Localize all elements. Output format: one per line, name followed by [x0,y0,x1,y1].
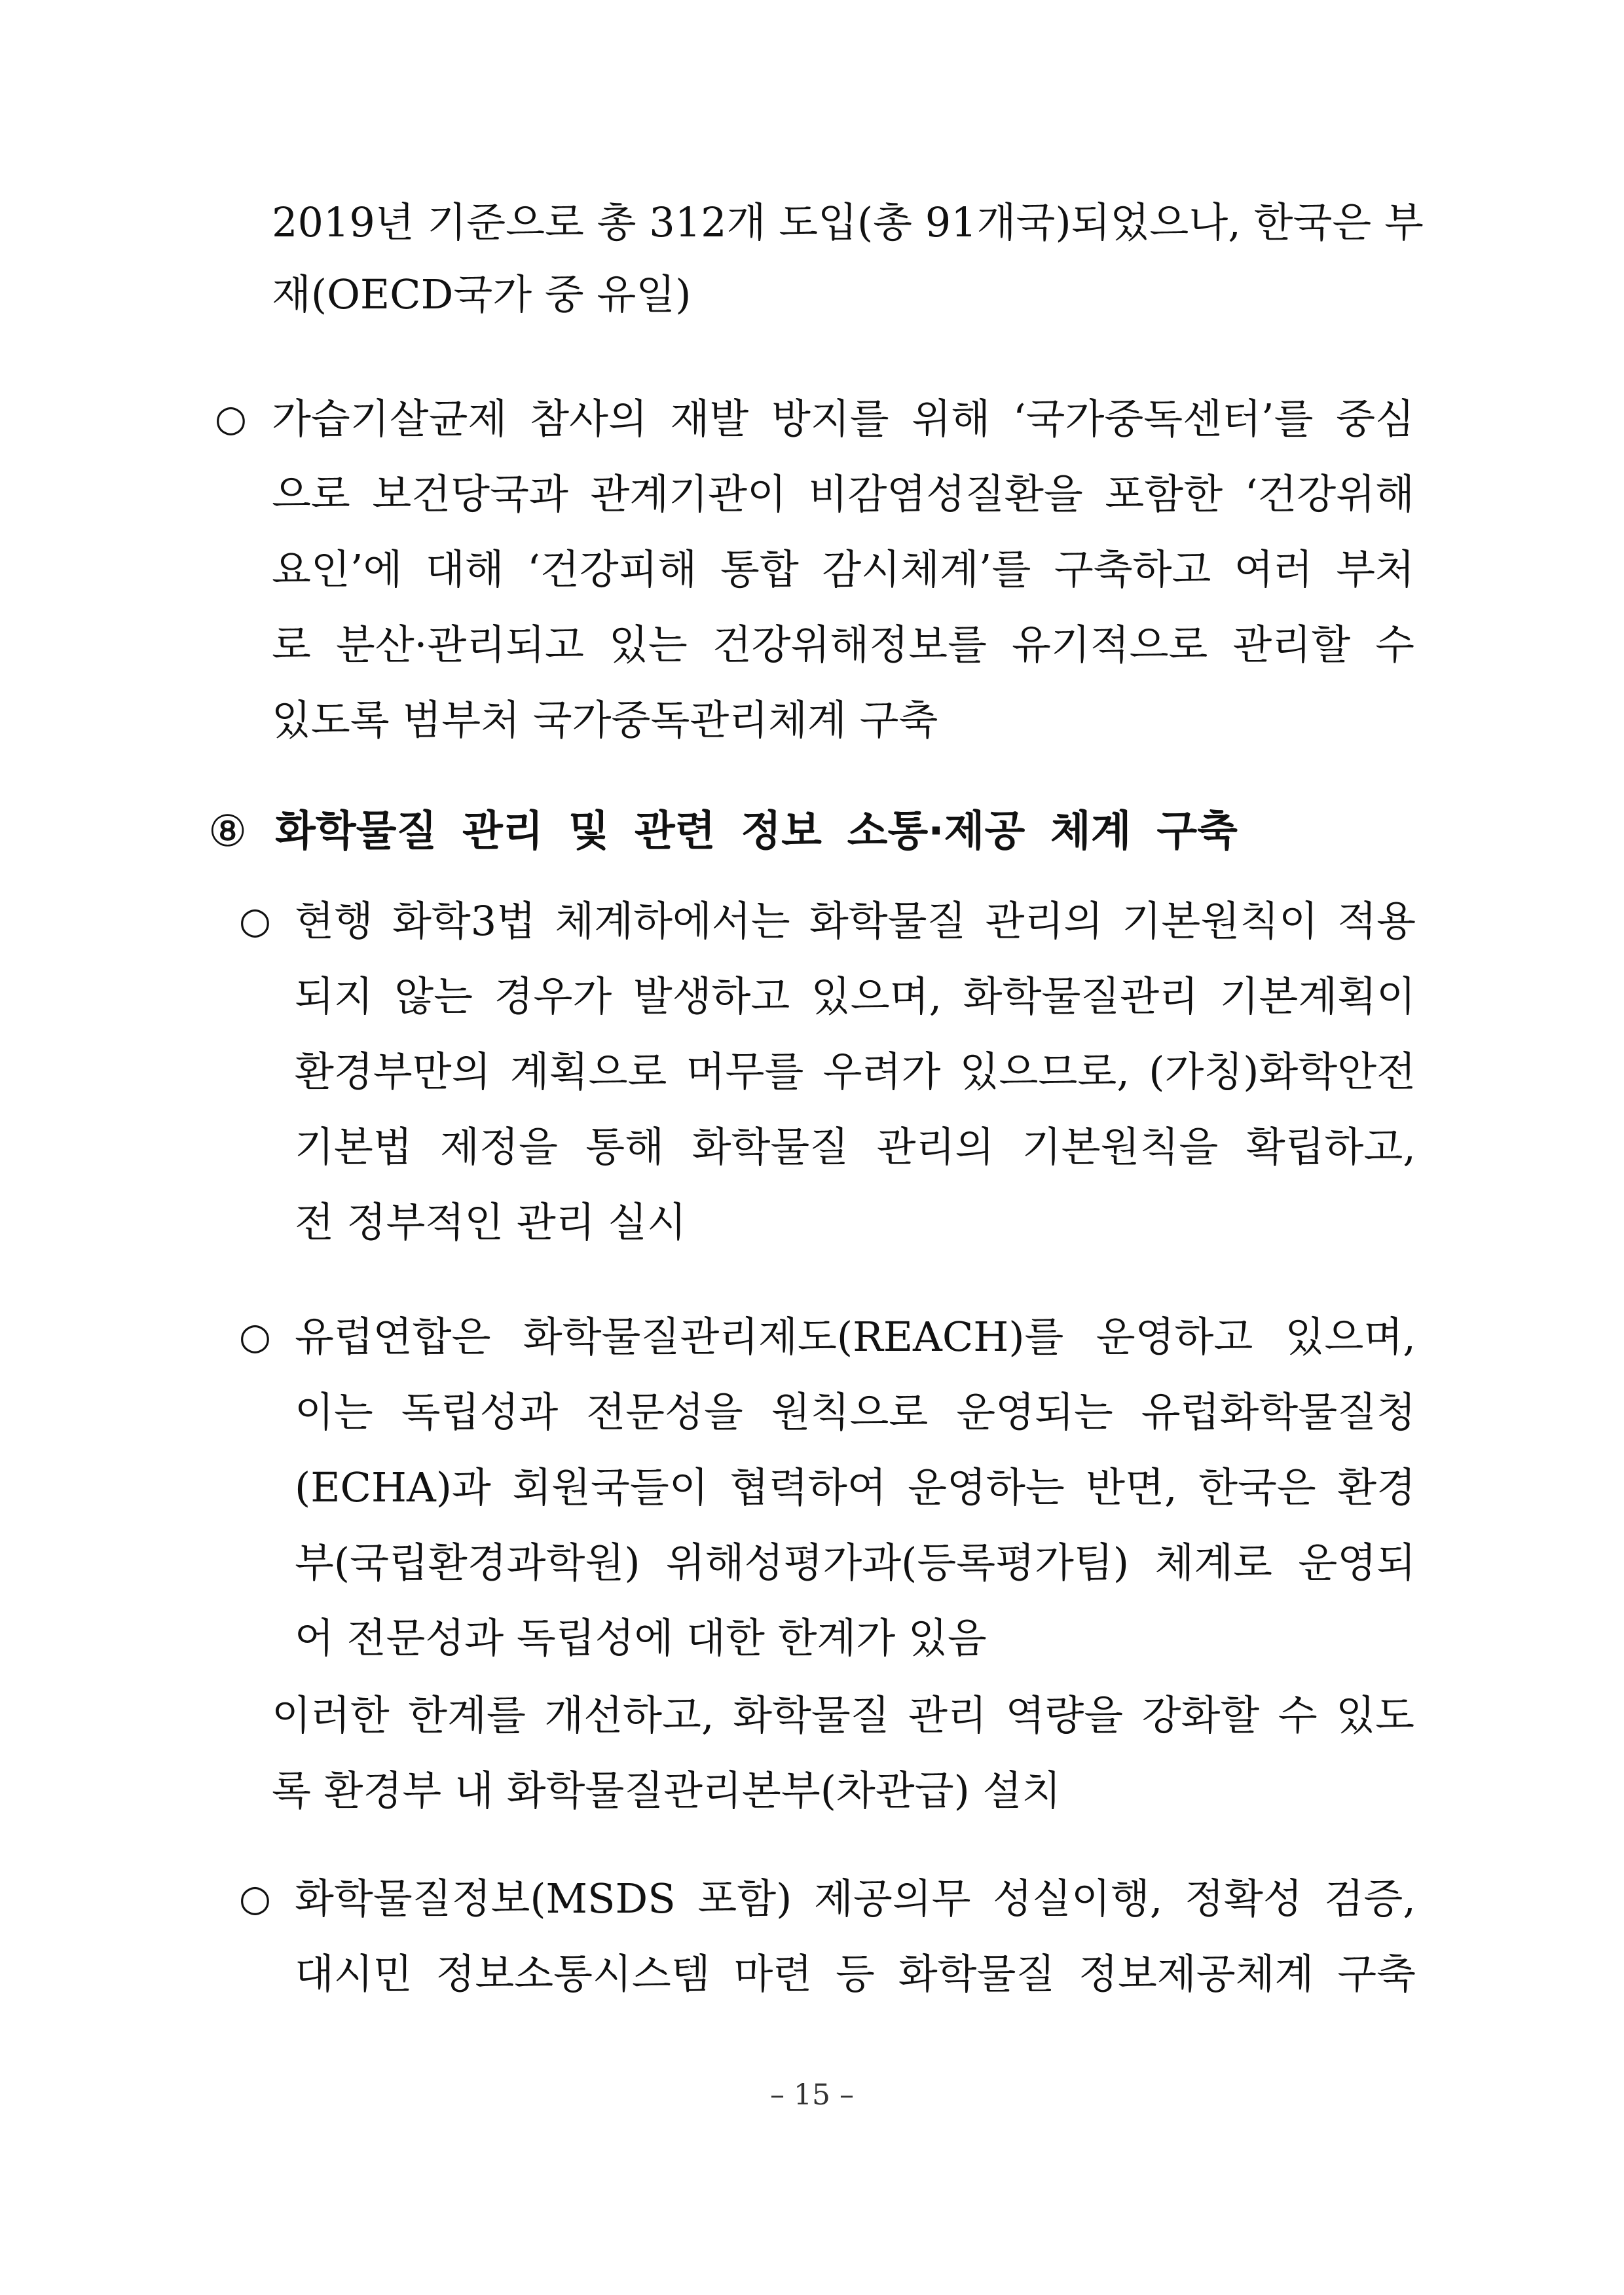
bullet-line: 전 정부적인 관리 실시 [295,1198,687,1246]
bullet-line: 어 전문성과 독립성에 대한 한계가 있음 [295,1614,987,1662]
bullet-line: 대시민 정보소통시스템 마련 등 화학물질 정보제공체계 구축 [295,1950,1416,1998]
paragraph-line: 록 환경부 내 화학물질관리본부(차관급) 설치 [272,1767,1061,1814]
bullet-line: 으로 보건당국과 관계기관이 비감염성질환을 포함한 ‘건강위해 [272,470,1414,518]
bullet-circle-icon: ○ [239,1315,271,1358]
bullet-line: 부(국립환경과학원) 위해성평가과(등록평가팀) 체계로 운영되 [295,1539,1416,1587]
bullet-circle-icon: ○ [215,397,247,440]
bullet-line: 유럽연합은 화학물질관리제도(REACH)를 운영하고 있으며, [295,1313,1416,1361]
bullet-line: (ECHA)과 회원국들이 협력하여 운영하는 반면, 한국은 환경 [295,1463,1416,1511]
bullet-line: 되지 않는 경우가 발생하고 있으며, 화학물질관리 기본계획이 [295,972,1416,1020]
bullet-line: 현행 화학3법 체계하에서는 화학물질 관리의 기본원칙이 적용 [295,897,1416,945]
paragraph-line: 2019년 기준으로 총 312개 도입(총 91개국)되었으나, 한국은 부 [272,198,1424,246]
bullet-line: 가습기살균제 참사의 재발 방지를 위해 ‘국가중독센터’를 중심 [272,395,1414,443]
bullet-line: 환경부만의 계획으로 머무를 우려가 있으므로, (가칭)화학안전 [295,1048,1416,1095]
circled-number-eight: ⑧ [208,806,248,856]
bullet-circle-icon: ○ [239,1877,271,1920]
paragraph-line: 이러한 한계를 개선하고, 화학물질 관리 역량을 강화할 수 있도 [272,1691,1414,1739]
bullet-line: 로 분산·관리되고 있는 건강위해정보를 유기적으로 관리할 수 [272,621,1414,669]
bullet-circle-icon: ○ [239,900,271,942]
bullet-line: 있도록 범부처 국가중독관리체계 구축 [272,696,938,744]
bullet-line: 요인’에 대해 ‘건강피해 통합 감시체계’를 구축하고 여러 부처 [272,545,1414,593]
bullet-line: 화학물질정보(MSDS 포함) 제공의무 성실이행, 정확성 검증, [295,1875,1416,1922]
page-number: – 15 – [770,2078,854,2112]
paragraph-line: 재(OECD국가 중 유일) [272,270,692,318]
bullet-line: 기본법 제정을 통해 화학물질 관리의 기본원칙을 확립하고, [295,1123,1416,1171]
section-heading-text: 화학물질 관리 및 관련 정보 소통·제공 체계 구축 [275,807,1238,856]
bullet-line: 이는 독립성과 전문성을 원칙으로 운영되는 유럽화학물질청 [295,1388,1416,1436]
